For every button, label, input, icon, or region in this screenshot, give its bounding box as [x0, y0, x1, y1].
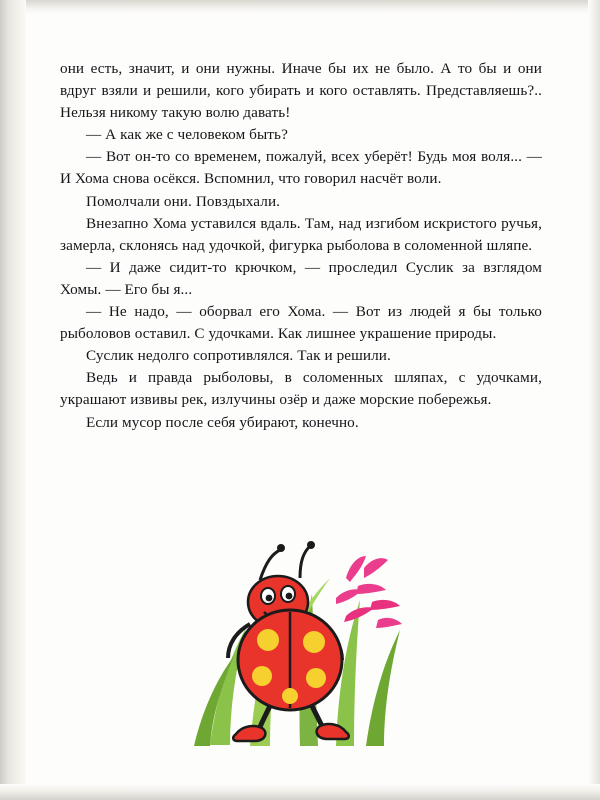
flower-icon [336, 556, 402, 628]
page-text [60, 58, 542, 434]
paragraph: Внезапно Хома уставился вдаль. Там, над изгибом искристого ручья, замерла, склонясь над удочкой, фигурка рыболова в соломенной шляпе. [60, 214, 542, 254]
paragraph: Ведь и правда рыболовы, в соломенных шляпах, с удочками, украшают извивы рек, излучины озёр и даже морские побережья. [60, 369, 542, 409]
paragraph: они есть, значит, и они нужны. Иначе бы их не было. А то бы и они вдруг взяли и решили, кого убирать и кого оставлять. Представляешь?.. Нельзя никому такую волю давать! [60, 60, 542, 122]
beetle-boot [233, 726, 265, 741]
paragraph: — И даже сидит-то крючком, — проследил Суслик за взглядом Хомы. — Его бы я... [60, 258, 542, 298]
scan-edge-top [0, 0, 600, 14]
scan-edge-left [0, 0, 26, 800]
paragraph: Суслик недолго сопротивлялся. Так и решили. [86, 347, 391, 365]
paragraph: — Вот он-то со временем, пожалуй, всех уберёт! Будь моя воля... — И Хома снова осёкся. Вспомнил, что говорил насчёт воли. [60, 148, 542, 188]
scan-edge-right [588, 0, 600, 800]
paragraph: Помолчали они. Повздыхали. [86, 192, 281, 210]
paragraph: — А как же с человеком быть? [86, 126, 288, 144]
antenna-tip-icon [277, 544, 285, 552]
antennae-icon [260, 546, 310, 580]
illustration-ladybug [150, 520, 450, 750]
scan-edge-bottom [0, 784, 600, 800]
paragraph: Если мусор после себя убирают, конечно. [86, 413, 359, 431]
antenna-tip-icon [307, 541, 315, 549]
paragraph: — Не надо, — оборвал его Хома. — Вот из людей я бы только рыболовов оставил. С удочками. Как лишнее украшение природы. [60, 303, 542, 343]
